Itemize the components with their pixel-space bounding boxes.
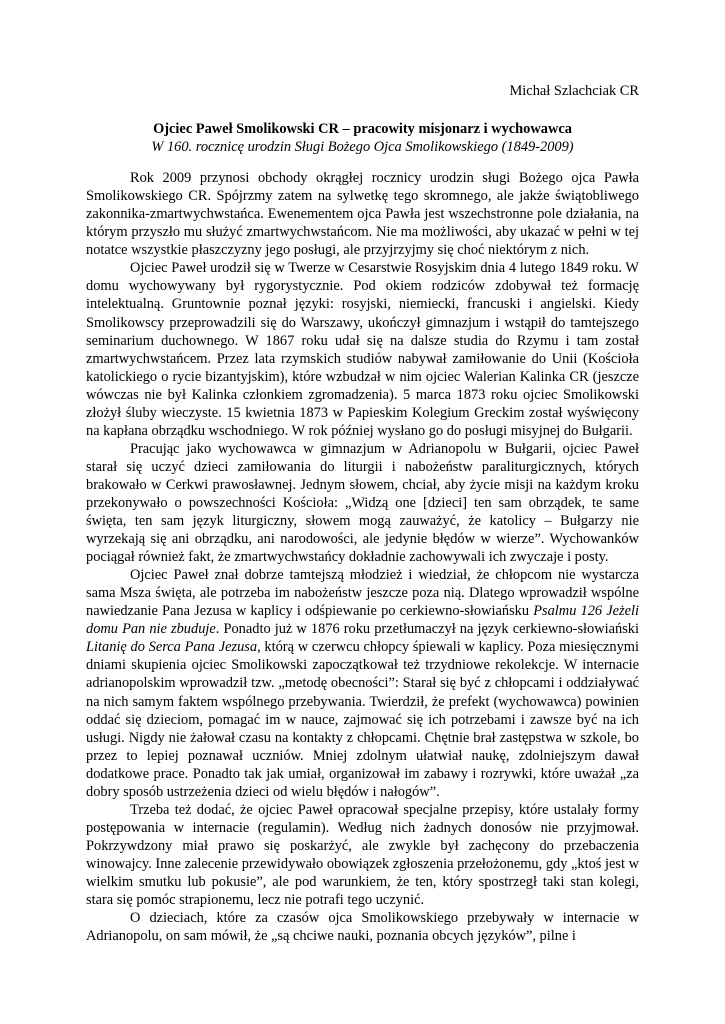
paragraph-4-part-2: . Ponadto już w 1876 roku przetłumaczył na język cerkiewno-słowiański: [215, 621, 639, 638]
article-title: Ojciec Paweł Smolikowski CR – pracowity misjonarz i wychowawca: [153, 121, 572, 138]
article-subtitle: W 160. rocznicę urodzin Sługi Bożego Ojca Smolikowskiego (1849-2009): [151, 139, 574, 156]
paragraph-4-part-3: , którą w czerwcu chłopcy śpiewali w kaplicy. Poza miesięcznymi dniami skupienia ojciec Smolikowski zapoczątkował też trzydniowe rekolekcje. W internacie adrianopolskim wprowadził tzw. „metodę obecności”: Starał się być z chłopcami i oddziaływać na nich samym faktem wspólnego przebywania. Twierdził, że prefekt (wychowawca) powinien oddać się dzieciom, pomagać im w nauce, zajmować się ich potrzebami i zawsze być na ich usługi. Nigdy nie żałował czasu na kontakty z chłopcami. Chętnie brał zastępstwa w szkole, bo przez to lepiej poznawał uczniów. Mniej zdolnym ułatwiał naukę, zdolniejszym dawał dodatkowe prace. Ponadto tak jak umiał, organizował im zabawy i rozrywki, które uważał „za dobry sposób ustrzeżenia dzieci od wielu błędów i nałogów”.: [86, 639, 639, 800]
paragraph-4: [86, 566, 639, 801]
paragraph-1: Rok 2009 przynosi obchody okrągłej rocznicy urodzin sługi Bożego ojca Pawła Smolikowskiego CR. Spójrzmy zatem na sylwetkę tego skromnego, ale jakże świątobliwego zakonnika-zmartwychwstańca. Ewenementem ojca Pawła jest wszechstronne pole działania, na którym przyszło mu służyć zmartwychwstańcom. Nie ma możliwości, aby ukazać w pełni w tej notatce wszystkie płaszczyzny jego posługi, ale przyjrzyjmy się choć niektórym z nich.: [86, 170, 639, 259]
document-page: [86, 82, 639, 945]
paragraph-2: Ojciec Paweł urodził się w Twerze w Cesarstwie Rosyjskim dnia 4 lutego 1849 roku. W domu wychowywany był rygorystycznie. Pod okiem rodziców zdobywał też formację intelektualną. Gruntownie poznał języki: rosyjski, niemiecki, francuski i angielski. Kiedy Smolikowscy przeprowadzili się do Warszawy, ukończył gimnazjum i wstąpił do tamtejszego seminarium duchownego. W 1867 roku udał się na dalsze studia do Rzymu i tam został zmartwychwstańcem. Przez lata rzymskich studiów nabywał zamiłowanie do Unii (Kościoła katolickiego o rycie bizantyjskim), które wzbudzał w nim ojciec Walerian Kalinka CR (jeszcze wówczas nie był Kalinka członkiem zgromadzenia). 5 marca 1873 roku ojciec Smolikowski złożył śluby wieczyste. 15 kwietnia 1873 w Papieskim Kolegium Greckim został wyświęcony na kapłana obrządku wschodniego. W rok później wysłano go do posługi misyjnej do Bułgarii.: [86, 260, 639, 439]
paragraph-3: Pracując jako wychowawca w gimnazjum w Adrianopolu w Bułgarii, ojciec Paweł starał się uczyć dzieci zamiłowania do liturgii i nabożeństw paraliturgicznych, których brakowało w Cerkwi prawosławnej. Jednym słowem, chciał, aby życie misji na każdym kroku przekonywało o powszechności Kościoła: „Widzą one [dzieci] ten sam obrządek, te same święta, ten sam język liturgiczny, słowem mogą zauważyć, że katolicy – Bułgarzy nie wyrzekają się ani obrządku, ani narodowości, ale jedynie błędów w wierze”. Wychowanków pociągał również fakt, że zmartwychwstańcy dokładnie zachowywali ich zwyczaje i posty.: [86, 440, 639, 566]
paragraph-4-part-1: Ojciec Paweł znał dobrze tamtejszą młodzież i wiedział, że chłopcom nie wystarcza sama Msza święta, ale potrzeba im nabożeństw jeszcze poza nią. Dlatego wprowadził wspólne nawiedzanie Pana Jezusa w kaplicy i odśpiewanie po cerkiewno-słowiańsku: [86, 567, 639, 620]
paragraph-6: O dzieciach, które za czasów ojca Smolikowskiego przebywały w internacie w Adrianopolu, on sam mówił, że „są chciwe nauki, poznania obcych języków”, pilne i: [86, 910, 639, 945]
author-name: Michał Szlachciak CR: [509, 83, 639, 99]
psalm-title: Psalmu 126 Jeżeli domu Pan nie zbuduje: [86, 603, 640, 638]
paragraph-5: Trzeba też dodać, że ojciec Paweł opracował specjalne przepisy, które ustalały formy postępowania w internacie (regulamin). Według nich żadnych donosów nie przyjmował. Pokrzywdzony miał prawo się poskarżyć, ale zwykle był zachęcony do przebaczenia winowajcy. Inne zalecenie przewidywało obowiązek zgłoszenia przełożonemu, gdy „ktoś jest w wielkim smutku lub pokusie”, ale pod warunkiem, że ten, który spostrzegł taki stan kolegi, stara się pomóc strapionemu, lecz nie potrafi tego uczynić.: [86, 801, 639, 909]
litany-title: Litanię do Serca Pana Jezusa: [86, 639, 258, 656]
